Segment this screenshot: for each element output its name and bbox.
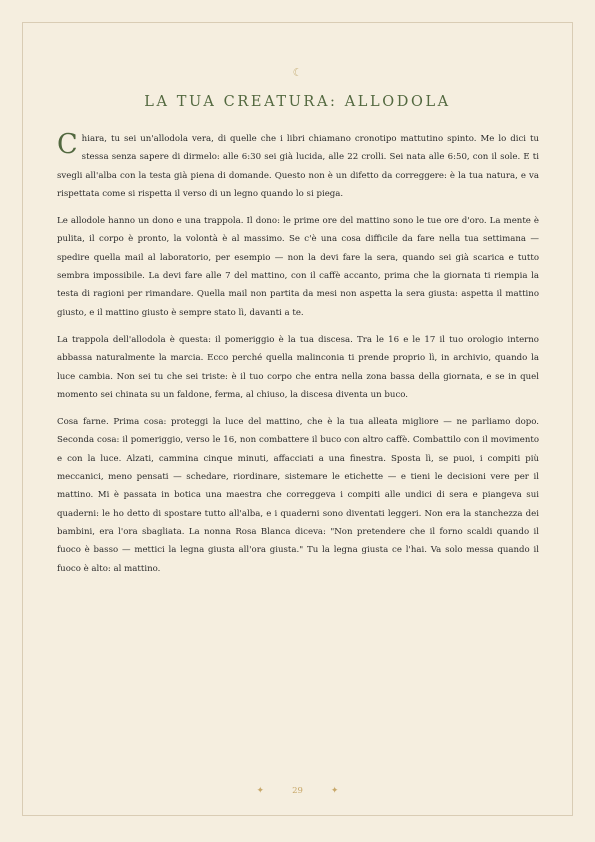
paragraph-1-text: hiara, tu sei un'allodola vera, di quelle che i libri chiamano cronotipo mattutino spinto. Me lo dici tu stessa senza sapere di dirmelo: alle 6:30 sei già lucida, alle 22 crolli. Sei nata alle 6:50, con il sole. E ti svegli all'alba con la testa già piena di domande. Questo non è un difetto da correggere: è la tua natura, e va rispettata come si rispetta il verso di un legno quando lo si piega.	[57, 134, 539, 199]
paragraph-4: Cosa farne. Prima cosa: proteggi la luce del mattino, che è la tua alleata migliore — ne parliamo dopo. Seconda cosa: il pomeriggio, verso le 16, non combattere il buco con altro caffè. Combattilo con il movimento e con la luce. Alzati, cammina cinque minuti, affacciati a una finestra. Sposta lì, se puoi, i compiti più meccanici, meno pensati — schedare, riordinare, sistemare le etichette — e tieni le decisioni vere per il mattino. Mi è passata in botica una maestra che correggeva i compiti alle undici di sera e piangeva sui quaderni: le ho detto di spostare tutto all'alba, e i quaderni sono diventati leggeri. Non era la stanchezza dei bambini, era l'ora sbagliata. La nonna Rosa Blanca diceva: "Non pretendere che il forno scaldi quando il fuoco è basso — mettici la legna giusta all'ora giusta." Tu la legna giusta ce l'hai. Va solo messa quando il fuoco è alto: al mattino.	[57, 417, 539, 574]
paragraph-1	[57, 130, 539, 203]
paragraph-2: Le allodole hanno un dono e una trappola. Il dono: le prime ore del mattino sono le tue ore d'oro. La mente è pulita, il corpo è pronto, la volontà è al massimo. Se c'è una cosa difficile da fare nella tua settimana — spedire quella mail al laboratorio, per esempio — non la devi fare la sera, quando sei già scarica e tutto sembra impossibile. La devi fare alle 7 del mattino, con il caffè accanto, prima che la giornata ti riempia la testa di ragioni per rimandare. Quella mail non partita da mesi non aspetta la sera giusta: aspetta il mattino giusto, e il mattino giusto è sempre stato lì, davanti a te.	[57, 216, 539, 318]
paragraph-3: La trappola dell'allodola è questa: il pomeriggio è la tua discesa. Tra le 16 e le 17 il tuo orologio interno abbassa naturalmente la marcia. Ecco perché quella malinconia ti prende proprio lì, in archivio, quando la luce cambia. Non sei tu che sei triste: è il tuo corpo che entra nella zona bassa della giornata, e se in quel momento sei chinata su un faldone, ferma, al chiuso, la discesa diventa un buco.	[57, 334, 539, 400]
chapter-body	[57, 130, 539, 587]
star-ornament-right-icon: ✦	[330, 786, 339, 796]
chapter-title: LA TUA CREATURA: ALLODOLA	[144, 94, 451, 110]
page-footer	[0, 785, 595, 797]
moon-ornament-icon: ☾	[292, 66, 303, 79]
page-number: 29	[292, 786, 303, 796]
star-ornament-left-icon: ✦	[256, 786, 265, 796]
drop-cap: C	[57, 129, 78, 160]
